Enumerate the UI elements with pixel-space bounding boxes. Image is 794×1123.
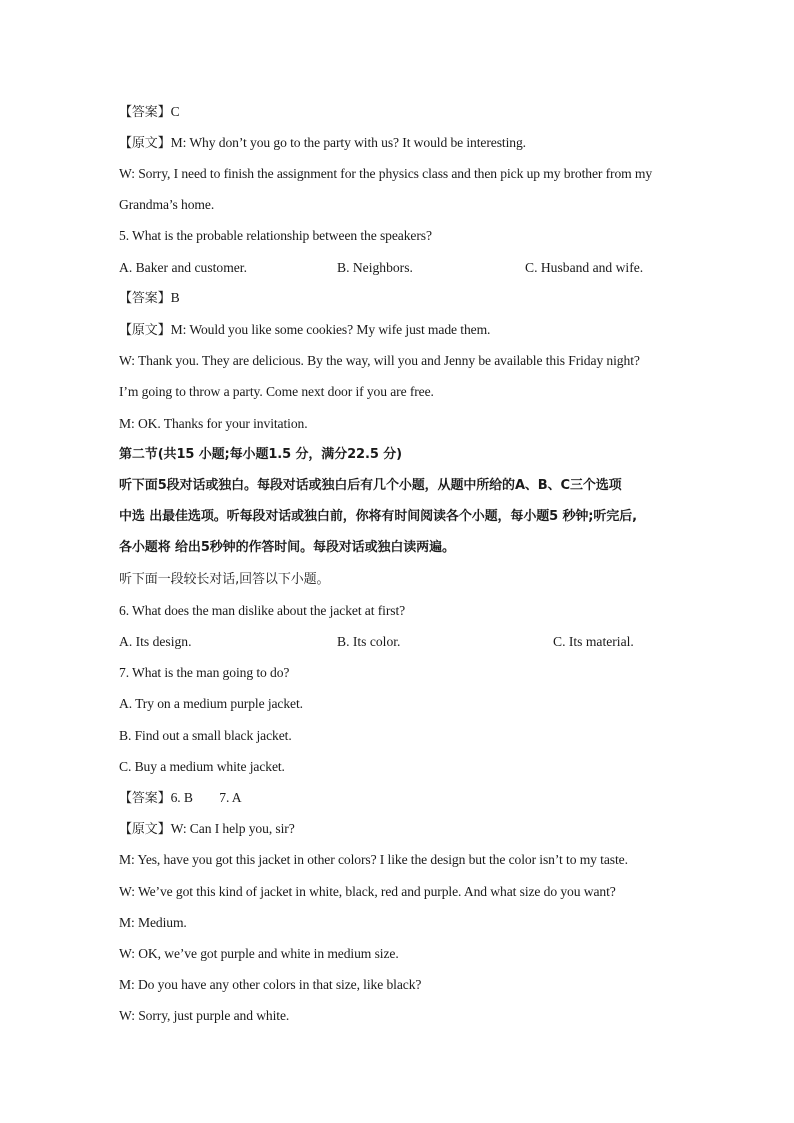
transcript-text: W: Can I help you, sir? — [170, 821, 295, 836]
transcript-text: M: Would you like some cookies? My wife just made them. — [170, 322, 491, 337]
q5-option-c: C. Husband and wife. — [525, 260, 644, 275]
transcript-text: M: Why don’t you go to the party with us? It would be interesting. — [170, 135, 526, 150]
q7-option-b: B. Find out a small black jacket. — [119, 728, 292, 743]
dialog-intro: 听下面一段较长对话,回答以下小题。 — [119, 572, 330, 587]
q7-option-c: C. Buy a medium white jacket. — [119, 759, 285, 774]
dialog-line: M: Do you have any other colors in that size, like black? — [119, 977, 422, 992]
question-7: 7. What is the man going to do? — [119, 665, 290, 680]
text-line: Grandma’s home. — [119, 197, 215, 212]
q6-option-c: C. Its material. — [553, 634, 634, 649]
q6-option-a: A. Its design. — [119, 634, 192, 649]
answer-line-2 — [119, 288, 180, 309]
question-6: 6. What does the man dislike about the jacket at first? — [119, 603, 406, 618]
question-5: 5. What is the probable relationship between the speakers? — [119, 228, 432, 243]
text-line: M: OK. Thanks for your invitation. — [119, 416, 308, 431]
q5-option-b: B. Neighbors. — [337, 260, 413, 275]
transcript-tag: 【原文】 — [119, 136, 171, 151]
answer-line-1 — [119, 102, 180, 123]
answer-value: C — [170, 104, 180, 119]
q7-option-a: A. Try on a medium purple jacket. — [119, 696, 303, 711]
section-2-instruction: 中选 出最佳选项。听每段对话或独白前，你将有时间阅读各个小题，每小题5 秒钟;听完后, — [119, 509, 637, 524]
transcript-line-3 — [119, 819, 295, 840]
answer-value: B — [170, 290, 180, 305]
transcript-line-2 — [119, 320, 490, 341]
dialog-line: W: OK, we’ve got purple and white in medium size. — [119, 946, 399, 961]
q6-option-b: B. Its color. — [337, 634, 401, 649]
dialog-line: W: Sorry, just purple and white. — [119, 1008, 290, 1023]
dialog-line: W: We’ve got this kind of jacket in white, black, red and purple. And what size do you want? — [119, 884, 616, 899]
text-line: W: Thank you. They are delicious. By the way, will you and Jenny be available this Friday night? — [119, 353, 640, 368]
q5-option-a: A. Baker and customer. — [119, 260, 247, 275]
answer-value: 6. B 7. A — [170, 790, 242, 805]
answer-line-3 — [119, 788, 242, 809]
answer-tag: 【答案】 — [119, 291, 171, 306]
text-line: I’m going to throw a party. Come next door if you are free. — [119, 384, 434, 399]
transcript-tag: 【原文】 — [119, 822, 171, 837]
text-line: W: Sorry, I need to finish the assignment for the physics class and then pick up my brother from my — [119, 166, 653, 181]
section-2-instruction: 各小题将 给出5秒钟的作答时间。每段对话或独白读两遍。 — [119, 540, 455, 555]
section-2-title: 第二节(共15 小题;每小题1.5 分，满分22.5 分) — [119, 447, 402, 462]
answer-tag: 【答案】 — [119, 105, 171, 120]
answer-tag: 【答案】 — [119, 791, 171, 806]
transcript-line-1 — [119, 133, 526, 154]
dialog-line: M: Medium. — [119, 915, 187, 930]
section-2-instruction: 听下面5段对话或独白。每段对话或独白后有几个小题，从题中所给的A、B、C三个选项 — [119, 478, 622, 493]
transcript-tag: 【原文】 — [119, 323, 171, 338]
dialog-line: M: Yes, have you got this jacket in other colors? I like the design but the color isn’t to my taste. — [119, 852, 628, 867]
